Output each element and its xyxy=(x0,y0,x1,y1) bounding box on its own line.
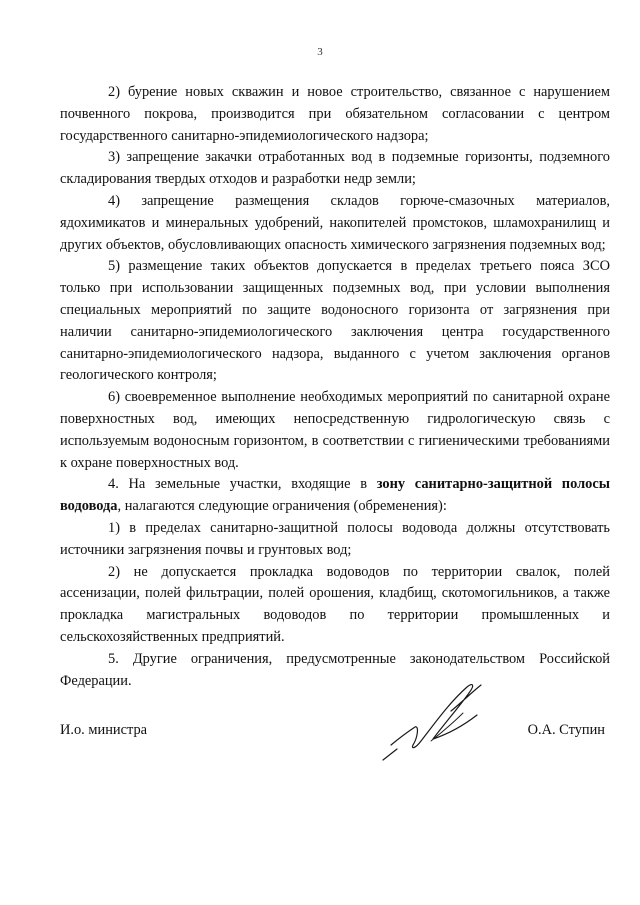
paragraph-item-4-2: 2) не допускается прокладка водоводов по территории свалок, полей ассенизации, полей фильтрации, полей орошения, кладбищ, скотомогильников, а также прокладка магистральных водоводов по территории промышленных и сельскохозяйственных предприятий. xyxy=(60,563,610,645)
paragraph-item-5: 5. Другие ограничения, предусмотренные законодательством Российской Федерации. xyxy=(60,650,610,689)
paragraph-item-3-2: 2) бурение новых скважин и новое строительство, связанное с нарушением почвенного покрова, производится при обязательном согласовании с центром государственного санитарно-эпидемиологического надзора; xyxy=(60,84,610,144)
paragraph-item-4-1: 1) в пределах санитарно-защитной полосы водовода должны отсутствовать источники загрязнения почвы и грунтовых вод; xyxy=(60,519,610,558)
signatory-position: И.о. министра xyxy=(60,722,148,738)
paragraph-item-4 xyxy=(60,474,610,518)
item-4-zone-name: зону санитарно-защитной полосы водовода xyxy=(60,476,610,515)
paragraph-item-3-5: 5) размещение таких объектов допускается в пределах третьего пояса ЗСО только при использовании защищенных подземных вод, при условии выполнения специальных мероприятий по защите водоносного горизонта от загрязнения при наличии санитарно-эпидемиологического заключения центра государственного санитарно-эпидемиологического надзора, выданного с учетом заключения органов геологического контроля; xyxy=(60,258,610,384)
page-number: 3 xyxy=(317,46,323,58)
paragraph-item-3-3: 3) запрещение закачки отработанных вод в подземные горизонты, подземного складирования твердых отходов и разработки недр земли; xyxy=(60,149,610,188)
signatory-name: О.А. Ступин xyxy=(527,722,605,738)
paragraph-item-3-6: 6) своевременное выполнение необходимых мероприятий по санитарной охране поверхностных вод, имеющих непосредственную гидрологическую связь с используемым водоносным горизонтом, в соответствии с гигиеническими требованиями к охране поверхностных вод. xyxy=(60,389,610,471)
handwritten-signature-icon xyxy=(375,675,505,770)
paragraph-item-3-4: 4) запрещение размещения складов горюче-смазочных материалов, ядохимикатов и минеральных удобрений, накопителей промстоков, шламохранилищ и других объектов, обусловливающих опасность химического загрязнения подземных вод; xyxy=(60,192,610,253)
document-body xyxy=(60,82,610,692)
item-4-lead: 4. На земельные участки, входящие в xyxy=(108,476,377,493)
item-4-tail: , налагаются следующие ограничения (обременения): xyxy=(117,498,447,515)
